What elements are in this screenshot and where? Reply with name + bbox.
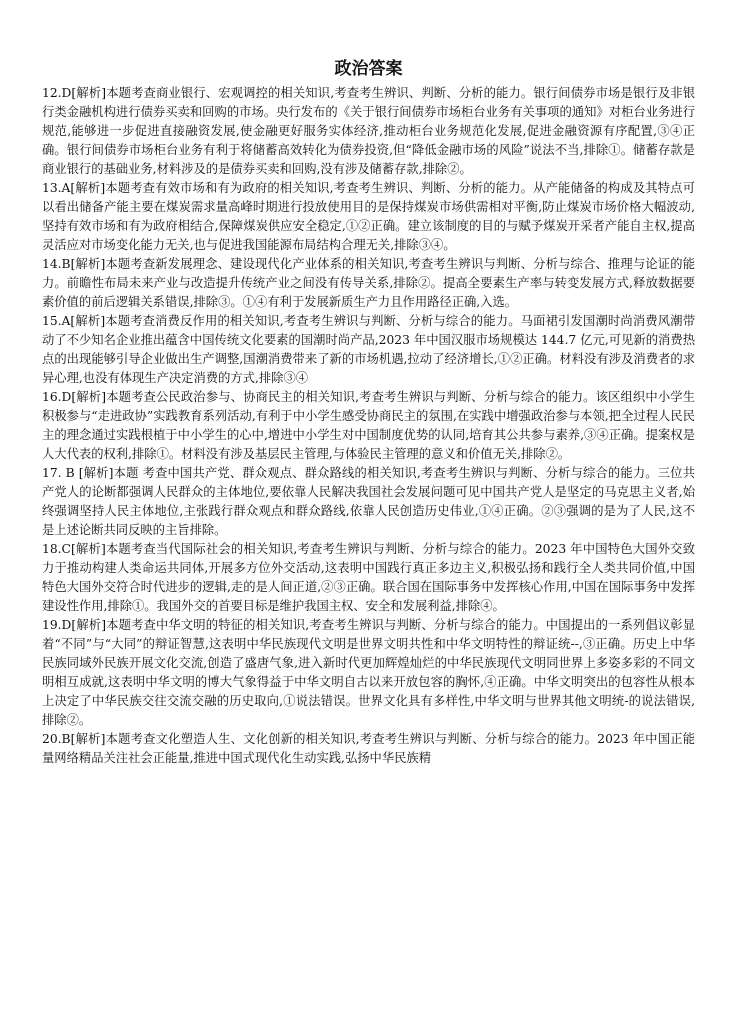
- answer-list: [42, 84, 695, 768]
- answer-item-20: 20.B[解析]本题考查文化塑造人生、文化创新的相关知识,考查考生辨识与判断、分析与综合的能力。2023 年中国正能量网络精品关注社会正能量,推进中国式现代化生动实践,弘扬中华民族精: [42, 732, 695, 765]
- answer-item-13: 13.A[解析]本题考查有效市场和有为政府的相关知识,考查考生辨识、判断、分析的能力。从产能储备的构成及其特点可以看出储备产能主要在煤炭需求量高峰时期进行投放使用目的是保持煤炭市场供需相对平衡,防止煤炭市场价格大幅波动,坚持有效市场和有为政府相结合,保障煤炭供应安全稳定,①②正确。建立该制度的目的与赋予煤炭开采者产能自主权,提高灵活应对市场变化能力无关,也与促进我国能源布局结构合理无关,排除③④。: [42, 181, 695, 252]
- answer-item-18: 18.C[解析]本题考查当代国际社会的相关知识,考查考生辨识与判断、分析与综合的能力。2023 年中国特色大国外交致力于推动构建人类命运共同体,开展多方位外交活动,这表明中国践行真正多边主义,积极弘扬和践行全人类共同价值,中国特色大国外交符合时代进步的逻辑,走的是人间正道,②③正确。联合国在国际事务中发挥核心作用,中国在国际事务中发挥建设性作用,排除①。我国外交的首要目标是维护我国主权、安全和发展利益,排除④。: [42, 542, 695, 613]
- answer-item-19: 19.D[解析]本题考查中华文明的特征的相关知识,考查考生辨识与判断、分析与综合的能力。中国提出的一系列倡议彰显着“不同”与“大同”的辩证智慧,这表明中华民族现代文明是世界文明共性和中华文明特性的辩证统--,③正确。历史上中华民族同域外民族开展文化交流,创造了盛唐气象,进入新时代更加辉煌灿烂的中华民族现代文明同世界上多姿多彩的不同文明相互成就,这表明中华文明的博大气象得益于中华文明自古以来开放包容的胸怀,④正确。中华文明突出的包容性从根本上决定了中华民族交往交流交融的历史取向,①说法错误。世界文化具有多样性,中华文明与世界其他文明统-的说法错误,排除②。: [42, 618, 695, 727]
- answer-item-16: 16.D[解析]本题考查公民政治参与、协商民主的相关知识,考查考生辨识与判断、分析与综合的能力。该区组织中小学生积极参与“走进政协”实践教育系列活动,有利于中小学生感受协商民主的氛围,在实践中增强政治参与本领,把全过程人民民主的理念通过实践根植于中小学生的心中,增进中小学生对中国制度优势的认同,培育其公共参与素养,③④正确。提案权是人大代表的权利,排除①。材料没有涉及基层民主管理,与体验民主管理的意义和价值无关,排除②。: [42, 390, 695, 461]
- answer-item-14: 14.B[解析]本题考查新发展理念、建设现代化产业体系的相关知识,考查考生辨识与判断、分析与综合、推理与论证的能力。前瞻性布局未来产业与改造提升传统产业之间没有传导关系,排除②。提高全要素生产率与转变发展方式,释放数据要素价值的前后逻辑关系错误,排除③。①④有利于发展新质生产力且作用路径正确,入选。: [42, 257, 695, 309]
- page-title: 政治答案: [334, 59, 403, 79]
- answer-item-15: 15.A[解析]本题考查消费反作用的相关知识,考查考生辨识与判断、分析与综合的能力。马面裙引发国潮时尚消费风潮带动了不少知名企业推出蕴含中国传统文化要素的国潮时尚产品,2023 年中国汉服市场规模达 144.7 亿元,可见新的消费热点的出现能够引导企业做出生产调整,国潮消费带来了新的市场机遇,拉动了经济增长,①②正确。材料没有涉及消费者的求异心理,也没有体现生产决定消费的方式,排除③④: [42, 314, 695, 385]
- answer-item-17: 17. B [解析]本题 考查中国共产党、群众观点、群众路线的相关知识,考查考生辨识与判断、分析与综合的能力。三位共产党人的论断都强调人民群众的主体地位,要依靠人民解决我国社会发展问题可见中国共产党人是坚定的马克思主义者,始终强调坚持人民主体地位,主张践行群众观点和群众路线,依靠人民创造历史伟业,①④正确。②③强调的是为了人民,这不是上述论断共同反映的主旨排除。: [42, 466, 695, 537]
- answer-item-12: 12.D[解析]本题考查商业银行、宏观调控的相关知识,考查考生辨识、判断、分析的能力。银行间债券市场是银行及非银行类金融机构进行债券买卖和回购的市场。央行发布的《关于银行间债券市场柜台业务有关事项的通知》对柜台业务进行规范,能够进一步促进直接融资发展,使金融更好服务实体经济,推动柜台业务规范化发展,促进金融资源有序配置,③④正确。银行间债券市场柜台业务有利于将储蓄高效转化为债券投资,但“降低金融市场的风险”说法不当,排除①。储蓄存款是商业银行的基础业务,材料涉及的是债券买卖和回购,没有涉及储蓄存款,排除②。: [42, 86, 695, 176]
